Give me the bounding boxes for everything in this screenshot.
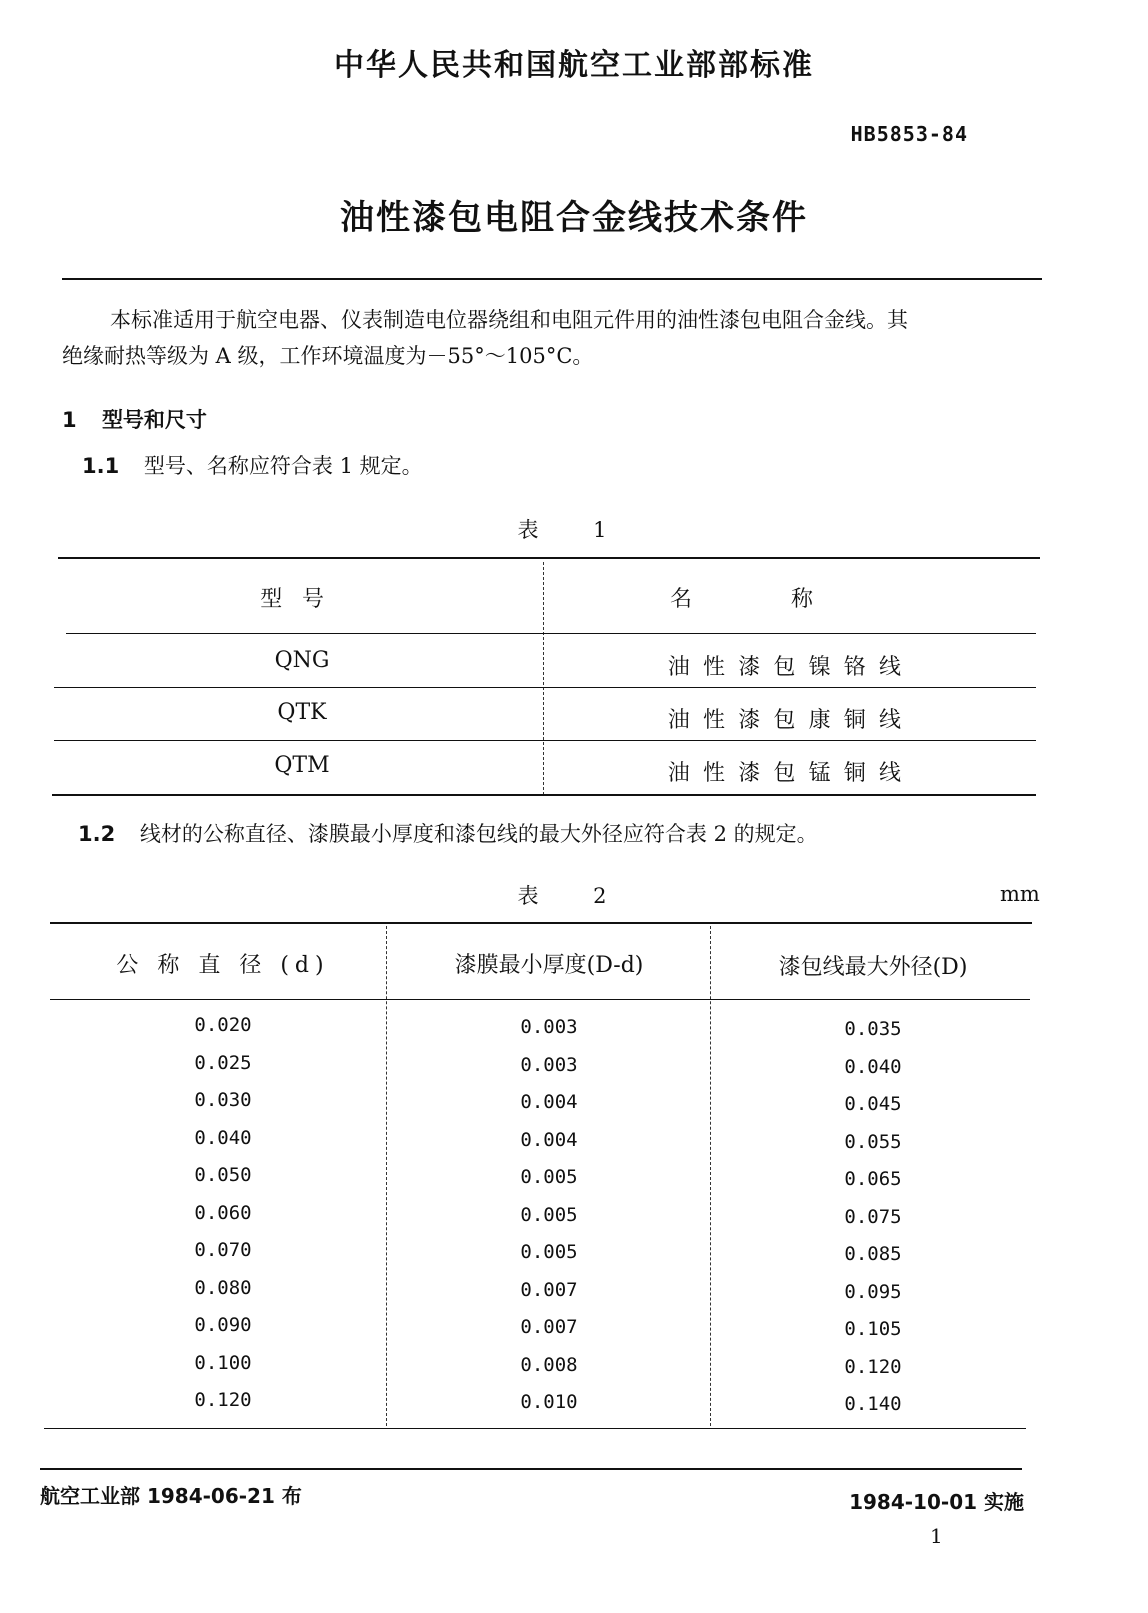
table-1-row-1-model: QNG <box>274 648 330 673</box>
table-2-cell: 0.105 <box>844 1318 902 1340</box>
table-2-cell: 0.004 <box>520 1128 578 1151</box>
table-2-cell: 0.055 <box>844 1130 902 1153</box>
table-2-top-rule <box>50 922 1032 924</box>
clause-text: 型号、名称应符合表 1 规定。 <box>143 454 423 478</box>
table-2-cell: 0.080 <box>194 1276 252 1299</box>
table-2-cell: 0.095 <box>844 1280 902 1303</box>
table-1-header-rule <box>66 633 1036 634</box>
table-2-cell: 0.003 <box>520 1053 578 1076</box>
clause-1-2 <box>78 818 818 848</box>
page-number: 1 <box>930 1524 943 1548</box>
table-2-caption: 表 2 <box>517 884 631 908</box>
table-2-cell: 0.085 <box>844 1243 902 1265</box>
table-2-cell: 0.045 <box>844 1093 902 1115</box>
footer-rule <box>40 1468 1022 1470</box>
table-2-cell: 0.005 <box>520 1203 578 1226</box>
standard-code: HB5853-84 <box>850 122 968 146</box>
table-2-cell: 0.090 <box>194 1314 252 1336</box>
table-2-cell: 0.120 <box>194 1389 252 1411</box>
table-2-cell: 0.060 <box>194 1201 252 1224</box>
title-rule <box>62 278 1042 280</box>
table-2-header-diameter: 公 称 直 径 (d) <box>116 953 330 978</box>
table-2-unit: mm <box>1000 882 1040 906</box>
table-2-cell: 0.050 <box>194 1164 252 1186</box>
table-2-cell: 0.100 <box>194 1351 252 1374</box>
table-2-cell: 0.005 <box>520 1166 578 1188</box>
table-2-cell: 0.005 <box>520 1241 578 1263</box>
table-2-cell: 0.020 <box>194 1014 252 1036</box>
table-2-cell: 0.007 <box>520 1316 578 1338</box>
table-2-bottom-rule <box>44 1428 1026 1429</box>
section-1-heading <box>62 404 207 434</box>
table-1-top-rule <box>58 557 1040 559</box>
clause-number: 1.2 <box>78 822 116 846</box>
intro-line-2: 绝缘耐热等级为 A 级，工作环境温度为－55°～105°C。 <box>62 344 594 368</box>
table-1-header-name: 名称 <box>669 587 912 612</box>
table-1-row-2-name: 油性漆包康铜线 <box>667 708 915 733</box>
table-2-cell: 0.040 <box>194 1126 252 1149</box>
table-1-row-3-model: QTM <box>274 753 330 778</box>
table-1-bottom-rule <box>52 794 1036 796</box>
table-1-header-model: 型号 <box>260 587 344 612</box>
table-2-header-rule <box>50 999 1030 1000</box>
table-2-cell: 0.070 <box>194 1239 252 1261</box>
table-2-header-max-diameter: 漆包线最大外径(D) <box>778 955 968 980</box>
issue-date: 航空工业部 1984-06-21 布 <box>40 1484 302 1508</box>
clause-1-1 <box>82 450 423 480</box>
effective-date: 1984-10-01 实施 <box>849 1490 1024 1514</box>
table-1-caption: 表 1 <box>517 518 631 542</box>
table-1-row-1-name: 油性漆包镍铬线 <box>667 655 915 680</box>
org-title: 中华人民共和国航空工业部部标准 <box>334 48 814 83</box>
table-2-cell: 0.035 <box>844 1018 902 1040</box>
table-2-cell: 0.010 <box>520 1391 578 1413</box>
table-1-row-rule <box>54 687 1036 688</box>
table-2-cell: 0.065 <box>844 1168 902 1190</box>
table-2-cell: 0.003 <box>520 1016 578 1038</box>
table-1-row-3-name: 油性漆包锰铜线 <box>667 761 915 786</box>
table-2-cell: 0.008 <box>520 1353 578 1376</box>
clause-number: 1.1 <box>82 454 120 478</box>
document-title: 油性漆包电阻合金线技术条件 <box>340 198 808 238</box>
clause-text: 线材的公称直径、漆膜最小厚度和漆包线的最大外径应符合表 2 的规定。 <box>139 822 818 846</box>
table-2-header-film-thickness: 漆膜最小厚度(D-d) <box>454 953 644 978</box>
table-1-column-divider <box>543 562 545 795</box>
section-title: 型号和尺寸 <box>101 408 207 432</box>
table-2-cell: 0.004 <box>520 1091 578 1113</box>
table-2-cell: 0.075 <box>844 1205 902 1228</box>
table-1-row-rule <box>54 740 1036 741</box>
table-2-cell: 0.040 <box>844 1055 902 1078</box>
section-number: 1 <box>62 408 77 432</box>
intro-paragraph <box>62 302 1062 374</box>
table-2-cell: 0.007 <box>520 1278 578 1301</box>
table-2-cell: 0.025 <box>194 1051 252 1074</box>
table-1-row-2-model: QTK <box>277 700 327 725</box>
table-2-cell: 0.140 <box>844 1393 902 1415</box>
table-2-cell: 0.030 <box>194 1089 252 1111</box>
intro-line-1: 本标准适用于航空电器、仪表制造电位器绕组和电阻元件用的油性漆包电阻合金线。其 <box>110 308 908 332</box>
table-2-cell: 0.120 <box>844 1355 902 1378</box>
